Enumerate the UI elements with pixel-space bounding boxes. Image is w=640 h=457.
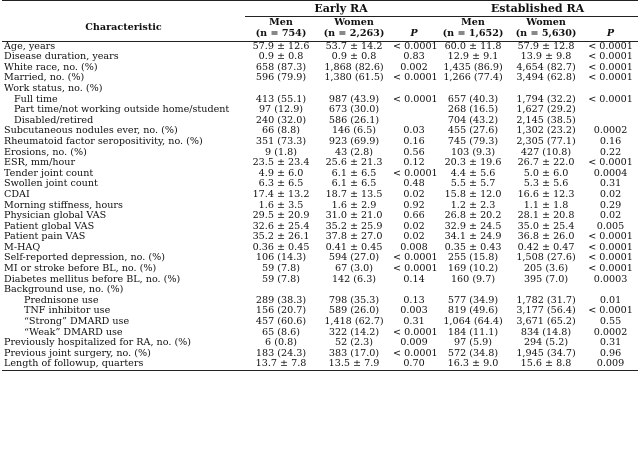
men-early-cell: 457 (60.6) — [255, 316, 307, 328]
row-label: Work status, no. (%) — [4, 82, 103, 94]
women-est-cell: 1,794 (32.2) — [516, 93, 576, 105]
men-est-cell: 34.1 ± 24.9 — [444, 231, 502, 243]
row-label: Disabled/retired — [14, 114, 94, 126]
men-early-cell: 6.3 ± 6.5 — [258, 178, 304, 190]
p-early-cell: 0.008 — [400, 241, 428, 253]
women-est-cell: 5.3 ± 5.6 — [523, 178, 569, 190]
men-est-cell: 572 (34.8) — [447, 347, 499, 359]
men-early-cell: 66 (8.8) — [261, 125, 300, 137]
row-label: Patient global VAS — [4, 220, 95, 232]
women-early-cell: 0.9 ± 0.8 — [331, 51, 377, 63]
men-early-cell: 6 (0.8) — [265, 337, 297, 349]
men-est-cell: 15.8 ± 12.0 — [444, 188, 502, 200]
p-early-cell: 0.83 — [403, 51, 425, 63]
women-early-cell: 923 (69.9) — [328, 135, 380, 147]
p-early-cell: 0.13 — [403, 294, 425, 306]
women-early-cell: 586 (26.1) — [328, 114, 380, 126]
p-est-cell: < 0.0001 — [588, 231, 633, 243]
men-est-cell: 0.35 ± 0.43 — [444, 241, 502, 253]
p-est-cell: < 0.0001 — [588, 305, 633, 317]
p-early-cell: 0.56 — [403, 146, 425, 158]
p-early-cell: < 0.0001 — [393, 326, 438, 338]
women-est-cell: 395 (7.0) — [523, 273, 569, 285]
men-early-cell: 156 (20.7) — [255, 305, 307, 317]
men-early-cell: 9 (1.8) — [265, 146, 297, 158]
men-early-cell: 596 (79.9) — [255, 72, 307, 84]
women-est-cell: 26.7 ± 22.0 — [517, 157, 575, 169]
men-est-cell: 97 (5.9) — [454, 337, 493, 349]
p-early-cell: < 0.0001 — [393, 263, 438, 275]
men-early-cell: 57.9 ± 12.6 — [252, 40, 310, 52]
row-label: Swollen joint count — [4, 178, 98, 190]
p-early-cell: 0.66 — [403, 210, 425, 222]
women-early-cell: 35.2 ± 25.9 — [325, 220, 383, 232]
table-row — [2, 190, 638, 201]
women-early-cell: 322 (14.2) — [328, 326, 380, 338]
women-early-cell: 987 (43.9) — [328, 93, 380, 105]
women-est-cell: 0.42 ± 0.47 — [517, 241, 575, 253]
row-label: Morning stiffness, hours — [4, 199, 123, 211]
characteristics-table — [2, 0, 638, 371]
p-early-cell: < 0.0001 — [393, 167, 438, 179]
men-est-cell: 160 (9.7) — [450, 273, 496, 285]
men-early-cell: 413 (55.1) — [255, 93, 307, 105]
men-est-cell: 4.4 ± 5.6 — [450, 167, 496, 179]
established-ra-header: Established RA — [437, 1, 638, 17]
women-est-cell: 28.1 ± 20.8 — [517, 210, 575, 222]
men-early-cell: 658 (87.3) — [255, 61, 307, 73]
women-early-cell: 383 (17.0) — [328, 347, 380, 359]
men-est-cell: 20.3 ± 19.6 — [444, 157, 502, 169]
women-early-cell: 25.6 ± 21.3 — [325, 157, 383, 169]
women-est-cell: 3,671 (65.2) — [516, 316, 576, 328]
row-label: Previous joint surgery, no. (%) — [4, 347, 151, 359]
women-early-cell: 67 (3.0) — [334, 263, 373, 275]
p-est-cell: 0.31 — [599, 178, 622, 190]
men-est-cell: 745 (79.3) — [447, 135, 499, 147]
men-est-cell: 26.8 ± 20.2 — [444, 210, 502, 222]
p-early-cell: < 0.0001 — [393, 93, 438, 105]
women-early-cell: 1,380 (61.5) — [324, 72, 384, 84]
p-early-cell — [391, 105, 437, 116]
p-early-cell: < 0.0001 — [393, 40, 438, 52]
row-label: Tender joint count — [4, 167, 94, 179]
women-early-cell: 798 (35.3) — [328, 294, 380, 306]
men-early-cell: 0.9 ± 0.8 — [258, 51, 304, 63]
women-est-cell: 15.6 ± 8.8 — [509, 359, 583, 370]
men-early-cell: 1.6 ± 3.5 — [258, 199, 304, 211]
women-early-cell: 142 (6.3) — [331, 273, 377, 285]
p-est-cell: 0.31 — [599, 337, 622, 349]
men-early-cell: 106 (14.3) — [255, 252, 307, 264]
men-est-cell: 455 (27.6) — [447, 125, 499, 137]
p-early-cell: < 0.0001 — [393, 347, 438, 359]
women-est-header: Women (n = 5,630) — [509, 16, 583, 41]
men-est-cell: 12.9 ± 9.1 — [447, 51, 499, 63]
row-label: Rheumatoid factor seropositivity, no. (%) — [4, 135, 203, 147]
p-early-header: P — [391, 16, 437, 41]
table-row — [2, 84, 638, 95]
men-est-cell: 657 (40.3) — [447, 93, 499, 105]
women-early-cell: 37.8 ± 27.0 — [325, 231, 383, 243]
p-early-cell: 0.48 — [403, 178, 425, 190]
men-early-cell: 183 (24.3) — [255, 347, 307, 359]
p-est-header: P — [583, 16, 638, 41]
women-early-cell: 6.1 ± 6.5 — [331, 167, 377, 179]
row-label: “Weak” DMARD use — [24, 326, 123, 338]
men-est-cell: 577 (34.9) — [447, 294, 499, 306]
p-early-cell: 0.02 — [403, 188, 425, 200]
p-early-cell: 0.31 — [403, 316, 425, 328]
p-est-cell: 0.0002 — [593, 326, 628, 338]
row-label: Part time/not working outside home/student — [14, 104, 230, 116]
women-est-cell: 57.9 ± 12.8 — [517, 40, 575, 52]
men-est-header: Men (n = 1,652) — [437, 16, 509, 41]
p-early-cell: 0.70 — [391, 359, 437, 370]
early-ra-header: Early RA — [245, 1, 437, 17]
characteristic-header: Characteristic — [2, 16, 245, 41]
women-est-cell: 2,305 (77.1) — [516, 135, 576, 147]
table-row — [2, 137, 638, 148]
p-est-cell: 0.01 — [599, 294, 622, 306]
row-label: White race, no. (%) — [4, 61, 98, 73]
men-est-cell: 103 (9.3) — [450, 146, 496, 158]
women-early-cell: 673 (30.0) — [328, 104, 380, 116]
men-est-cell: 184 (11.1) — [447, 326, 499, 338]
women-early-cell: 31.0 ± 21.0 — [325, 210, 383, 222]
women-early-cell: 146 (6.5) — [331, 125, 377, 137]
men-early-cell: 65 (8.6) — [261, 326, 300, 338]
men-est-cell: 169 (10.2) — [447, 263, 499, 275]
men-early-cell: 32.6 ± 25.4 — [252, 220, 310, 232]
row-label: Subcutaneous nodules ever, no. (%) — [4, 125, 178, 137]
women-est-cell: 834 (14.8) — [520, 326, 572, 338]
p-est-cell — [583, 84, 638, 95]
p-est-cell: 0.22 — [599, 146, 622, 158]
men-est-cell: 1,064 (64.4) — [443, 316, 503, 328]
p-est-cell: < 0.0001 — [588, 93, 633, 105]
women-est-cell: 1,302 (23.2) — [516, 125, 576, 137]
women-est-cell: 1,945 (34.7) — [516, 347, 576, 359]
women-early-cell — [317, 84, 391, 95]
p-early-cell: 0.12 — [403, 157, 425, 169]
men-est-cell: 819 (49.6) — [447, 305, 499, 317]
women-early-cell: 589 (26.0) — [328, 305, 380, 317]
row-label: Physician global VAS — [4, 210, 107, 222]
p-est-cell: < 0.0001 — [588, 157, 633, 169]
row-label: ESR, mm/hour — [4, 157, 76, 169]
men-est-cell: 1,435 (86.9) — [443, 61, 503, 73]
p-est-cell: < 0.0001 — [588, 40, 633, 52]
p-est-cell: 0.16 — [599, 135, 622, 147]
women-est-cell — [509, 84, 583, 95]
p-early-cell: 0.002 — [400, 61, 428, 73]
women-early-cell: 6.1 ± 6.5 — [331, 178, 377, 190]
men-early-cell: 23.5 ± 23.4 — [252, 157, 310, 169]
row-label: Erosions, no. (%) — [4, 146, 87, 158]
women-est-cell: 16.6 ± 12.3 — [517, 188, 575, 200]
men-early-cell — [245, 84, 317, 95]
men-early-cell: 351 (73.3) — [255, 135, 307, 147]
women-est-cell: 1,627 (29.2) — [516, 104, 576, 116]
men-early-header: Men (n = 754) — [245, 16, 317, 41]
row-label: Married, no. (%) — [4, 72, 85, 84]
row-label: M-HAQ — [4, 241, 41, 253]
women-early-cell: 52 (2.3) — [334, 337, 373, 349]
p-est-cell — [583, 105, 638, 116]
women-est-cell: 427 (10.8) — [520, 146, 572, 158]
men-early-cell: 240 (32.0) — [255, 114, 307, 126]
table-row — [2, 359, 638, 370]
men-early-cell: 59 (7.8) — [261, 273, 300, 285]
row-label: Length of followup, quarters — [2, 359, 245, 370]
row-label: Patient pain VAS — [4, 231, 86, 243]
table-body — [2, 41, 638, 370]
row-label: MI or stroke before BL, no. (%) — [4, 263, 157, 275]
women-est-cell: 1.1 ± 1.8 — [523, 199, 569, 211]
p-est-cell: 0.0004 — [593, 167, 628, 179]
women-est-cell: 4,654 (82.7) — [516, 61, 576, 73]
p-early-cell: 0.92 — [403, 199, 425, 211]
row-label: “Strong” DMARD use — [24, 316, 130, 328]
women-est-cell: 1,508 (27.6) — [516, 252, 576, 264]
men-est-cell — [437, 84, 509, 95]
men-est-cell: 60.0 ± 11.8 — [444, 40, 502, 52]
women-early-cell: 1,868 (82.6) — [324, 61, 384, 73]
row-label: Self-reported depression, no. (%) — [4, 252, 165, 264]
p-early-cell: 0.009 — [400, 337, 428, 349]
p-est-cell: 0.005 — [596, 220, 625, 232]
p-early-cell: 0.14 — [403, 273, 425, 285]
p-est-cell: < 0.0001 — [588, 241, 633, 253]
blank-header — [2, 1, 245, 17]
women-early-cell: 594 (27.0) — [328, 252, 380, 264]
women-early-cell: 0.41 ± 0.45 — [325, 241, 383, 253]
row-label: CDAI — [4, 188, 30, 200]
women-est-cell: 13.9 ± 9.8 — [520, 51, 572, 63]
row-label: Previously hospitalized for RA, no. (%) — [4, 337, 192, 349]
women-est-cell: 36.8 ± 26.0 — [517, 231, 575, 243]
men-est-cell: 32.9 ± 24.5 — [444, 220, 502, 232]
women-early-cell: 1,418 (62.7) — [324, 316, 384, 328]
p-early-cell: 0.003 — [400, 305, 428, 317]
p-est-cell: 0.02 — [599, 188, 622, 200]
men-est-cell: 1.2 ± 2.3 — [450, 199, 496, 211]
p-est-cell: < 0.0001 — [588, 51, 633, 63]
men-early-cell: 35.2 ± 26.1 — [252, 231, 310, 243]
women-est-cell: 35.0 ± 25.4 — [517, 220, 575, 232]
women-est-cell: 294 (5.2) — [523, 337, 569, 349]
p-est-cell: 0.96 — [599, 347, 622, 359]
row-label: TNF inhibitor use — [24, 305, 111, 317]
p-est-cell: < 0.0001 — [588, 263, 633, 275]
men-early-cell: 97 (12.9) — [258, 104, 304, 116]
p-early-cell: 0.03 — [403, 125, 425, 137]
men-est-cell: 5.5 ± 5.7 — [450, 178, 496, 190]
p-est-cell: 0.02 — [599, 210, 622, 222]
men-est-cell: 1,266 (77.4) — [443, 72, 503, 84]
p-est-cell: < 0.0001 — [588, 252, 633, 264]
p-est-cell: < 0.0001 — [588, 61, 633, 73]
p-early-cell: 0.16 — [403, 135, 425, 147]
group-header-row — [2, 1, 638, 17]
row-label: Age, years — [4, 40, 56, 52]
women-est-cell: 205 (3.6) — [523, 263, 569, 275]
men-early-cell: 59 (7.8) — [261, 263, 300, 275]
men-est-cell: 255 (15.8) — [447, 252, 499, 264]
women-early-header: Women (n = 2,263) — [317, 16, 391, 41]
men-early-cell: 289 (38.3) — [255, 294, 307, 306]
p-early-cell — [391, 84, 437, 95]
column-header-row — [2, 16, 638, 41]
men-early-cell: 17.4 ± 13.2 — [252, 188, 310, 200]
men-early-cell: 0.36 ± 0.45 — [252, 241, 310, 253]
men-early-cell: 13.7 ± 7.8 — [245, 359, 317, 370]
women-early-cell: 13.5 ± 7.9 — [317, 359, 391, 370]
women-early-cell: 1.6 ± 2.9 — [331, 199, 377, 211]
men-est-cell: 268 (16.5) — [447, 104, 499, 116]
row-label: Disease duration, years — [4, 51, 119, 63]
women-early-cell: 18.7 ± 13.5 — [325, 188, 383, 200]
p-early-cell: 0.02 — [403, 220, 425, 232]
women-est-cell: 3,494 (62.8) — [516, 72, 576, 84]
row-label: Background use, no. (%) — [4, 284, 124, 296]
row-label: Prednisone use — [24, 294, 99, 306]
p-early-cell: < 0.0001 — [393, 252, 438, 264]
men-est-cell: 704 (43.2) — [447, 114, 499, 126]
p-est-cell: 0.0003 — [593, 273, 628, 285]
women-est-cell: 5.0 ± 6.0 — [523, 167, 569, 179]
women-early-cell: 43 (2.8) — [334, 146, 373, 158]
p-early-cell: < 0.0001 — [393, 72, 438, 84]
women-est-cell: 2,145 (38.5) — [516, 114, 576, 126]
women-est-cell: 3,177 (56.4) — [516, 305, 576, 317]
row-label: Full time — [14, 93, 58, 105]
men-early-cell: 4.9 ± 6.0 — [258, 167, 304, 179]
p-est-cell: 0.55 — [599, 316, 622, 328]
women-est-cell: 1,782 (31.7) — [516, 294, 576, 306]
men-est-cell: 16.3 ± 9.0 — [437, 359, 509, 370]
p-early-cell: 0.02 — [403, 231, 425, 243]
p-est-cell: 0.29 — [599, 199, 622, 211]
p-est-cell: 0.009 — [583, 359, 638, 370]
women-early-cell: 53.7 ± 14.2 — [325, 40, 383, 52]
men-early-cell: 29.5 ± 20.9 — [252, 210, 310, 222]
row-label: Diabetes mellitus before BL, no. (%) — [4, 273, 181, 285]
p-est-cell: 0.0002 — [593, 125, 628, 137]
p-est-cell: < 0.0001 — [588, 72, 633, 84]
